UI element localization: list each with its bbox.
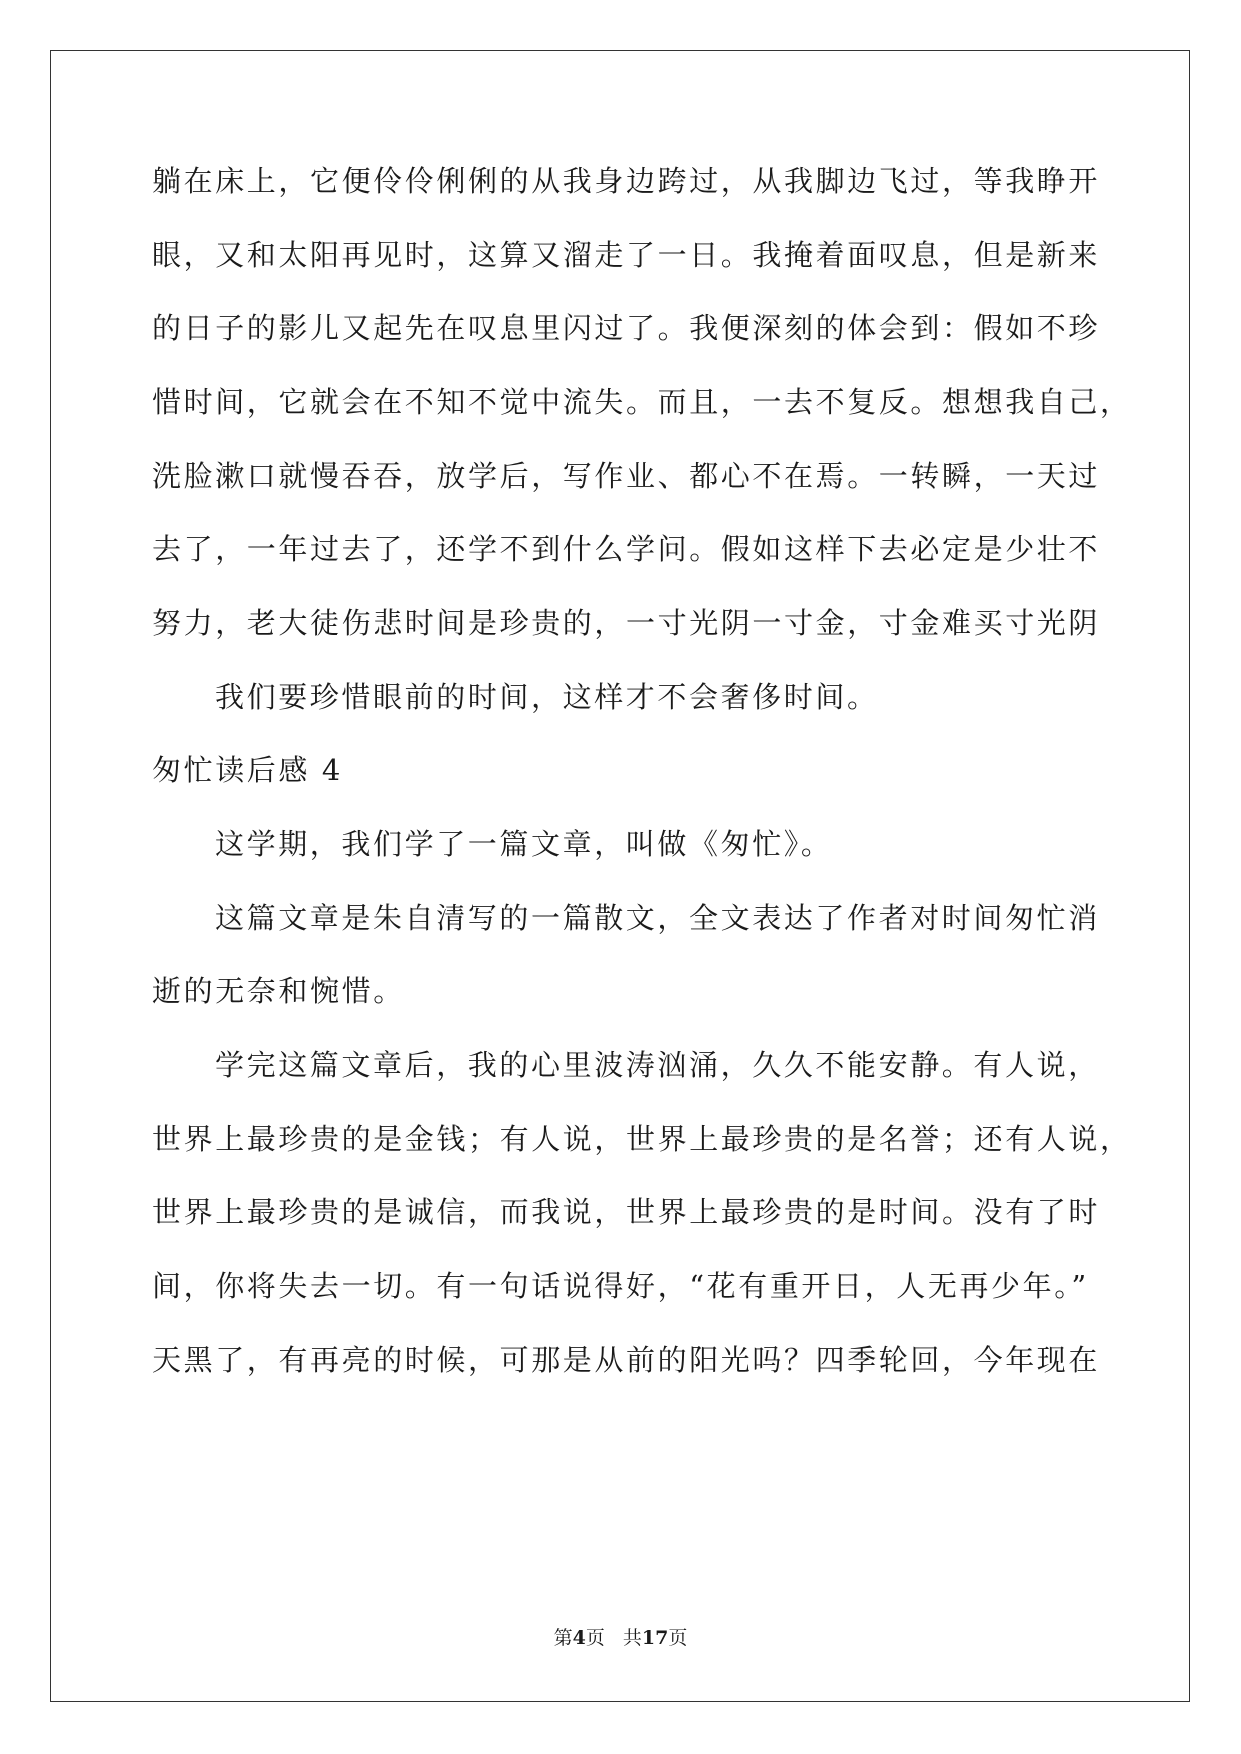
total-label-suffix: 页 <box>668 1627 688 1649</box>
text-line-7: 努力，老大徒伤悲时间是珍贵的，一寸光阴一寸金，寸金难买寸光阴 <box>152 606 1101 640</box>
page-label-suffix: 页 <box>585 1627 605 1649</box>
page-label-prefix: 第 <box>553 1627 573 1649</box>
total-pages: 17 <box>641 1627 669 1649</box>
text-line-17: 天黑了，有再亮的时候，可那是从前的阳光吗？四季轮回，今年现在 <box>152 1343 1101 1377</box>
text-line-12: 逝的无奈和惋惜。 <box>152 974 405 1008</box>
paragraph-conclusion: 我们要珍惜眼前的时间，这样才不会奢侈时间。 <box>215 680 879 714</box>
section-heading: 匆忙读后感 4 <box>152 753 343 787</box>
text-line-2: 眼，又和太阳再见时，这算又溜走了一日。我掩着面叹息，但是新来 <box>152 238 1101 272</box>
text-line-14: 世界上最珍贵的是金钱；有人说，世界上最珍贵的是名誉；还有人说， <box>152 1122 1132 1156</box>
text-line-10: 这学期，我们学了一篇文章，叫做《匆忙》。 <box>215 827 833 861</box>
page-footer <box>0 1626 1241 1650</box>
page-border <box>50 50 1190 1702</box>
text-line-1: 躺在床上，它便伶伶俐俐的从我身边跨过，从我脚边飞过，等我睁开 <box>152 164 1101 198</box>
text-line-4: 惜时间，它就会在不知不觉中流失。而且，一去不复反。想想我自己， <box>152 385 1132 419</box>
page-number: 4 <box>572 1627 586 1649</box>
total-label-prefix: 共 <box>622 1627 642 1649</box>
text-line-11: 这篇文章是朱自清写的一篇散文，全文表达了作者对时间匆忙消 <box>215 901 1100 935</box>
text-line-3: 的日子的影儿又起先在叹息里闪过了。我便深刻的体会到：假如不珍 <box>152 311 1101 345</box>
text-line-13: 学完这篇文章后，我的心里波涛汹涌，久久不能安静。有人说， <box>215 1048 1100 1082</box>
text-line-16: 间，你将失去一切。有一句话说得好，“花有重开日，人无再少年。” <box>152 1269 1089 1303</box>
text-line-6: 去了，一年过去了，还学不到什么学问。假如这样下去必定是少壮不 <box>152 532 1101 566</box>
text-line-15: 世界上最珍贵的是诚信，而我说，世界上最珍贵的是时间。没有了时 <box>152 1195 1101 1229</box>
text-line-5: 洗脸漱口就慢吞吞，放学后，写作业、都心不在焉。一转瞬，一天过 <box>152 459 1101 493</box>
